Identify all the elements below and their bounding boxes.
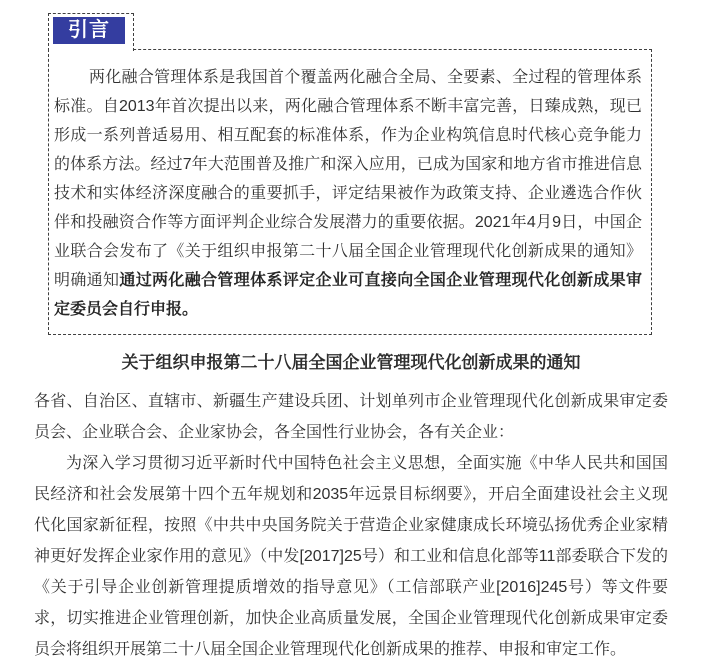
notice-title: 关于组织申报第二十八届全国企业管理现代化创新成果的通知 [121, 353, 581, 372]
intro-tab [48, 13, 134, 51]
notice-body [34, 386, 668, 665]
intro-badge: 引言 [53, 17, 125, 44]
intro-text-regular: 两化融合管理体系是我国首个覆盖两化融合全局、全要素、全过程的管理体系标准。自2013年首次提出以来，两化融合管理体系不断丰富完善，日臻成熟，现已形成一系列普适易用、相互配套的标准体系，作为企业构筑信息时代核心竞争能力的体系方法。经过7年大范围普及推广和深入应用，已成为国家和地方省市推进信息技术和实体经济深度融合的重要抓手，评定结果被作为政策支持、企业遴选合作伙伴和投融资合作等方面评判企业综合发展潜力的重要依据。2021年4月9日，中国企业联合会发布了《关于组织申报第二十八届全国企业管理现代化创新成果的通知》明确通知 [54, 69, 642, 289]
notice-salutation: 各省、自治区、直辖市、新疆生产建设兵团、计划单列市企业管理现代化创新成果审定委员会、企业联合会、企业家协会，各全国性行业协会，各有关企业： [34, 393, 668, 441]
intro-text-bold: 通过两化融合管理体系评定企业可直接向全国企业管理现代化创新成果审定委员会自行申报。 [54, 272, 642, 318]
notice-body-paragraph: 为深入学习贯彻习近平新时代中国特色社会主义思想，全面实施《中华人民共和国国民经济和社会发展第十四个五年规划和2035年远景目标纲要》，开启全面建设社会主义现代化国家新征程，按照《中共中央国务院关于营造企业家健康成长环境弘扬优秀企业家精神更好发挥企业家作用的意见》（中发[2017]25号）和工业和信息化部等11部委联合下发的《关于引导企业创新管理提质增效的指导意见》（工信部联产业[2016]245号）等文件要求，切实推进企业管理创新，加快企业高质量发展，全国企业管理现代化创新成果审定委员会将组织开展第二十八届全国企业管理现代化创新成果的推荐、申报和审定工作。 [34, 455, 668, 658]
intro-paragraph [54, 63, 642, 324]
intro-box [48, 19, 652, 335]
